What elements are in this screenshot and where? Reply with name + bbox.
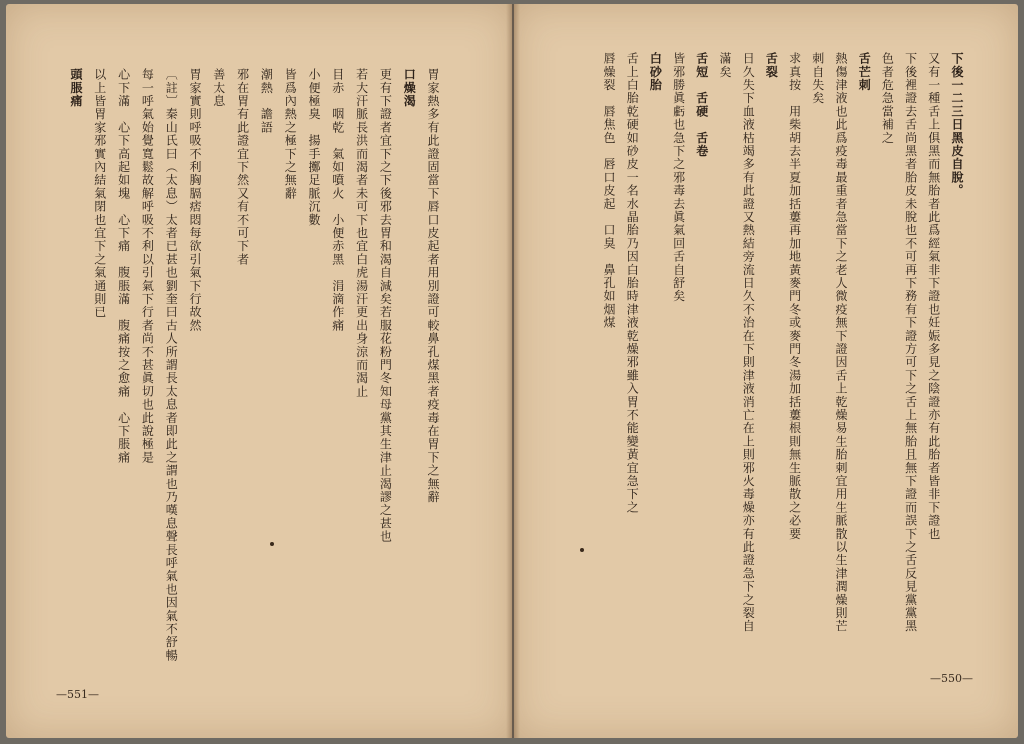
right-page-number: —550— [930,672,973,685]
left-page-column: 心下滿 心下高起如塊 心下痛 腹脹滿 腹痛按之愈痛 心下脹痛 [116,68,131,464]
left-page-column: 口燥渴 [402,68,417,108]
left-page-column: 頭脹痛 [69,68,83,108]
right-page-column: 刺自失矣 [810,52,825,105]
left-page-column: 皆爲內熱之極下之無辭 [283,68,298,200]
right-page-column: 唇燥裂 唇焦色 唇口皮起 口臭 鼻孔如烟煤 [602,52,616,330]
right-page-column: 舌裂 [764,52,779,79]
left-page-column: 邪在胃有此證宜下然又有不可下者 [235,68,250,266]
left-page-column: 更有下證者宜下之下後邪去胃和渴自減矣若服花粉門冬知母黨其生津止渴謬之甚也 [378,68,393,544]
right-page-column: 熱傷津液也此爲疫毒最重者急當下之老人微疫無下證因舌上乾燥易生胎刺宜用生脈散以生津潤燥則芒 [834,52,848,633]
right-page-column: 日久失下血液枯竭多有此證又熱結旁流日久不治在下則津液消亡在上則邪火毒燥亦有此證急下之裂自 [741,52,756,633]
left-page-column: 胃家熱多有此證固當下唇口皮起者用別證可較鼻孔煤黑者疫毒在胃下之無辭 [426,68,440,504]
right-page-column: 舌上白胎乾硬如砂皮一名水晶胎乃因白胎時津液乾燥邪雖入胃不能變黃宜急下之 [625,52,640,514]
right-page [514,4,1018,738]
right-page-column: 下後一二三日黑皮自脫。 [950,52,964,198]
right-page-column: 舌芒刺 [857,52,872,92]
left-page-column: 以上皆胃家邪實內結氣閉也宜下之氣通則已 [92,68,107,319]
left-page-number: —551— [56,688,99,701]
left-page-column: 善太息 [211,68,226,108]
left-page-column: 胃家實則呼吸不利胸膈痞悶每欲引氣下行故然 [188,68,202,332]
right-page-column: 皆邪勝眞虧也急下之邪毒去眞氣回舌自舒矣 [671,52,686,303]
left-page-column: 目赤 咽乾 氣如噴火 小便赤黑 涓滴作痛 [330,68,345,332]
right-page-column: 色者危急當補之 [880,52,895,145]
right-page-column: 白砂胎 [648,52,663,92]
ink-spot [580,548,584,552]
right-page-column: 又有一種舌上俱黑而無胎者此爲經氣非下證也妊娠多見之陰證亦有此胎者皆非下證也 [926,52,941,541]
left-page-column: 若大汗脈長洪而渴者未可下也宜白虎湯汗更出身涼而渴止 [354,68,369,398]
right-page-column: 求真按 用柴胡去半夏加括蔞再加地黃麥門冬或麥門冬湯加括蔞根則無生脈散之必要 [787,52,802,541]
left-page-column: 小便極臭 揚手擲足脈沉數 [307,68,321,227]
right-page-column: 下後裡證去舌尚黑者胎皮未脫也不可再下務有下證方可下之舌上無胎且無下證而誤下之舌反見黨黨黑 [903,52,918,633]
left-page-column: 潮熱 譫語 [259,68,274,134]
book-gutter [506,4,520,738]
ink-spot [270,542,274,546]
left-page-column: 每一呼氣始覺寬鬆故解呼吸不利以引氣下行者尚不甚眞切也此說極是 [140,68,155,464]
right-page-column: 滿矣 [718,52,732,79]
right-page-column: 舌短 舌硬 舌卷 [694,52,709,158]
left-page-column: 〔註〕秦山氏曰（太息）太者已甚也劉奎曰古人所謂長太息者即此之謂也乃嘆息聲長呼氣也因氣不舒暢 [164,68,179,662]
